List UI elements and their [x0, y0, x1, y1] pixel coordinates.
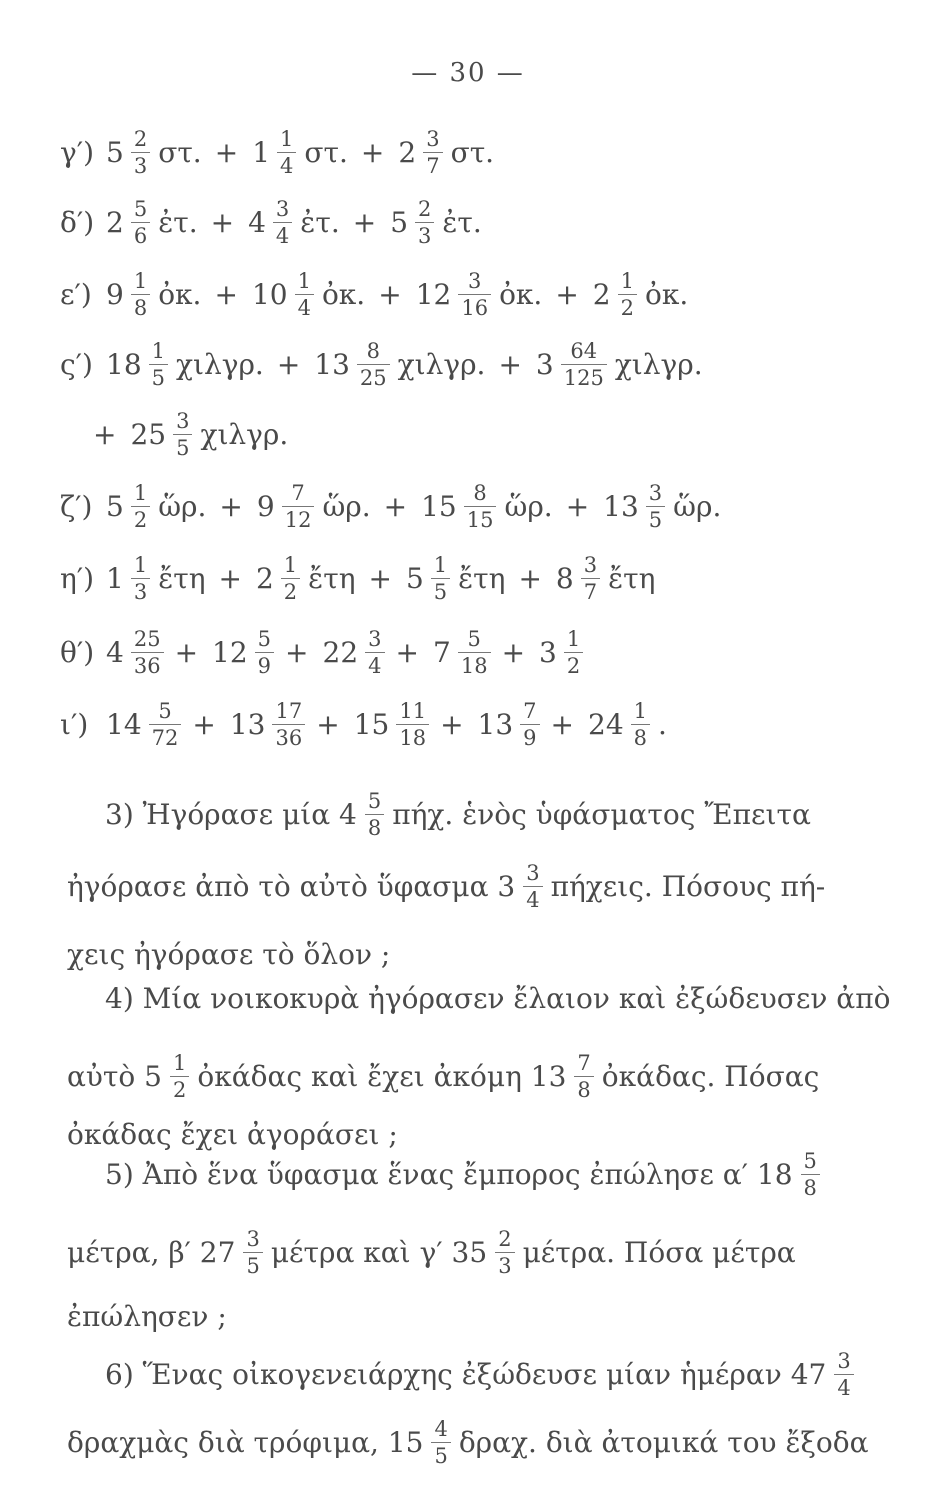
numerator: 5: [257, 627, 272, 651]
problem-text: 4) Μία νοικοκυρὰ ἠγόρασεν ἔλαιον καὶ ἐξώδευσεν ἀπὸ: [105, 982, 891, 1015]
denominator: 8: [574, 1076, 593, 1101]
fraction: [801, 1150, 820, 1199]
numerator: 5: [467, 627, 481, 651]
problem-line: [100, 790, 816, 839]
fraction: [272, 700, 305, 749]
whole-number: 24: [588, 708, 624, 742]
fraction: [523, 862, 542, 911]
problem-text: ἠγόρασε ἀπὸ τὸ αὐτὸ ὕφασμα 3: [67, 870, 516, 904]
denominator: 16: [458, 294, 491, 319]
fraction: [277, 128, 296, 177]
plus-operator: +: [360, 136, 385, 170]
whole-number: 9: [106, 278, 124, 312]
numerator: 3: [837, 1349, 851, 1373]
denominator: 5: [149, 364, 168, 389]
numerator: 1: [133, 553, 148, 577]
plus-operator: +: [218, 562, 242, 596]
problem-line: [62, 1118, 403, 1151]
plus-operator: +: [285, 636, 309, 670]
fraction: [131, 628, 164, 677]
problem-text: μέτρα. Πόσα μέτρα: [522, 1236, 796, 1270]
numerator: 3: [526, 861, 540, 885]
denominator: 9: [255, 652, 274, 677]
denominator: 4: [834, 1374, 853, 1399]
denominator: 18: [396, 724, 429, 749]
whole-number: 18: [106, 348, 142, 382]
numerator: 5: [158, 699, 172, 723]
exercise-row: [60, 198, 487, 247]
numerator: 1: [566, 627, 581, 651]
whole-number: 2: [106, 206, 124, 240]
whole-number: 1: [106, 562, 124, 596]
numerator: 1: [633, 699, 648, 723]
fraction: [365, 790, 384, 839]
fraction: [431, 1418, 450, 1467]
numerator: 3: [368, 627, 382, 651]
whole-number: 13: [314, 348, 350, 382]
denominator: 4: [365, 652, 384, 677]
whole-number: 7: [433, 636, 451, 670]
unit-abbrev: ἔτη: [308, 562, 356, 596]
denominator: 2: [131, 506, 150, 531]
unit-abbrev: ὀκ.: [321, 278, 366, 312]
fraction: [243, 1228, 262, 1277]
plus-operator: +: [219, 490, 243, 524]
plus-operator: +: [550, 708, 575, 742]
unit-abbrev: .: [658, 708, 667, 742]
numerator: 1: [173, 1051, 187, 1075]
fraction: [834, 1350, 853, 1399]
unit-abbrev: ὥρ.: [504, 490, 553, 524]
unit-abbrev: στ.: [304, 136, 348, 170]
exercise-row: [85, 410, 293, 459]
whole-number: 10: [251, 278, 288, 312]
fraction: [365, 628, 384, 677]
denominator: 5: [431, 578, 450, 603]
denominator: 72: [149, 724, 182, 749]
denominator: 7: [423, 152, 442, 177]
plus-operator: +: [383, 490, 408, 524]
whole-number: 13: [477, 708, 514, 742]
numerator: 2: [418, 197, 432, 221]
fraction: [520, 700, 539, 749]
unit-abbrev: ἐτ.: [300, 206, 340, 240]
problem-text: 6) Ἕνας οἰκογενειάρχης ἐξώδευσε μίαν ἡμέραν 47: [105, 1358, 827, 1392]
problem-line: [62, 938, 395, 971]
denominator: 2: [618, 294, 637, 319]
problem-text: πήχ. ἑνὸς ὑφάσματος Ἔπειτα: [392, 798, 811, 832]
denominator: 4: [523, 886, 542, 911]
fraction: [149, 340, 168, 389]
fraction: [431, 554, 450, 603]
denominator: 4: [277, 152, 296, 177]
denominator: 36: [131, 652, 164, 677]
plus-operator: +: [555, 278, 579, 312]
fraction: [581, 554, 600, 603]
numerator: 1: [133, 481, 148, 505]
fraction: [295, 270, 314, 319]
problem-text: 5) Ἀπὸ ἕνα ὕφασμα ἕνας ἔμπορος ἐπώλησε α′ 18: [105, 1158, 793, 1192]
exercise-label: η′): [60, 562, 95, 596]
fraction: [415, 198, 434, 247]
denominator: 15: [464, 506, 497, 531]
numerator: 1: [151, 339, 166, 363]
numerator: 7: [291, 481, 305, 505]
numerator: 1: [433, 553, 448, 577]
problem-line: [62, 862, 830, 911]
problem-text: ὀκάδας ἔχει ἀγοράσει ;: [67, 1118, 398, 1151]
exercise-label: γ′): [60, 136, 95, 170]
whole-number: 3: [539, 636, 557, 670]
unit-abbrev: ὀκ.: [158, 278, 202, 312]
whole-number: 5: [106, 136, 124, 170]
denominator: 125: [561, 364, 607, 389]
problem-text: πήχεις. Πόσους πή-: [550, 870, 826, 904]
denominator: 3: [495, 1252, 514, 1277]
whole-number: 4: [106, 636, 124, 670]
plus-operator: +: [214, 278, 238, 312]
plus-operator: +: [210, 206, 235, 240]
whole-number: 13: [603, 490, 639, 524]
fraction: [273, 198, 292, 247]
exercise-row: [60, 554, 660, 603]
denominator: 5: [431, 1442, 450, 1467]
exercise-label: δ′): [60, 206, 95, 240]
unit-abbrev: ὥρ.: [322, 490, 371, 524]
denominator: 36: [272, 724, 305, 749]
plus-operator: +: [518, 562, 542, 596]
whole-number: 8: [555, 562, 574, 596]
problem-text: ἐπώλησεν ;: [67, 1300, 227, 1333]
exercise-row: [60, 128, 499, 177]
numerator: 11: [399, 699, 427, 723]
numerator: 1: [620, 269, 634, 293]
whole-number: 12: [212, 636, 248, 670]
denominator: 3: [131, 152, 150, 177]
exercise-label: θ′): [60, 636, 95, 670]
whole-number: 2: [398, 136, 417, 170]
numerator: 3: [426, 127, 440, 151]
fraction: [458, 628, 491, 677]
numerator: 64: [570, 339, 598, 363]
numerator: 5: [133, 197, 148, 221]
denominator: 2: [281, 578, 300, 603]
unit-abbrev: χιλγρ.: [614, 348, 703, 382]
plus-operator: +: [316, 708, 340, 742]
fraction: [170, 1052, 189, 1101]
fraction: [131, 270, 150, 319]
plus-operator: +: [276, 348, 301, 382]
numerator: 7: [577, 1051, 591, 1075]
unit-abbrev: ὥρ.: [158, 490, 207, 524]
denominator: 8: [631, 724, 650, 749]
numerator: 4: [434, 1417, 448, 1441]
denominator: 12: [282, 506, 315, 531]
whole-number: 12: [415, 278, 452, 312]
fraction: [574, 1052, 593, 1101]
numerator: 3: [468, 269, 482, 293]
unit-abbrev: χιλγρ.: [397, 348, 486, 382]
denominator: 3: [131, 578, 150, 603]
fraction: [564, 628, 583, 677]
fraction: [458, 270, 491, 319]
denominator: 5: [646, 506, 665, 531]
whole-number: 4: [248, 206, 266, 240]
fraction: [282, 482, 315, 531]
problem-text: μέτρα, β′ 27: [67, 1236, 236, 1270]
fraction: [173, 410, 192, 459]
exercise-row: [60, 628, 586, 677]
denominator: 2: [170, 1076, 189, 1101]
fraction: [423, 128, 442, 177]
numerator: 1: [283, 553, 298, 577]
problem-text: δραχ. διὰ ἀτομικά του ἔξοδα: [458, 1426, 869, 1460]
whole-number: 2: [255, 562, 274, 596]
exercise-row: [60, 482, 726, 531]
plus-operator: +: [501, 636, 526, 670]
page-number: — 30 —: [411, 58, 525, 88]
exercise-label: ζ′): [60, 490, 93, 524]
fraction: [131, 198, 150, 247]
numerator: 3: [246, 1227, 260, 1251]
problem-text: ὀκάδας. Πόσας: [601, 1060, 820, 1094]
problem-text: 3) Ἠγόρασε μία 4: [105, 798, 357, 832]
problem-text: μέτρα καὶ γ′ 35: [270, 1236, 488, 1270]
denominator: 4: [273, 222, 292, 247]
numerator: 5: [803, 1149, 817, 1173]
whole-number: 15: [421, 490, 457, 524]
problem-text: χεις ἠγόρασε τὸ ὅλον ;: [67, 938, 391, 971]
fraction: [255, 628, 274, 677]
unit-abbrev: ἐτ.: [158, 206, 198, 240]
unit-abbrev: ἔτη: [458, 562, 506, 596]
numerator: 8: [473, 481, 487, 505]
plus-operator: +: [368, 562, 392, 596]
numerator: 25: [133, 627, 161, 651]
numerator: 2: [498, 1227, 512, 1251]
problem-line: [62, 1228, 801, 1277]
fraction: [618, 270, 637, 319]
numerator: 8: [366, 339, 380, 363]
whole-number: 1: [252, 136, 271, 170]
exercise-label: ς′): [60, 348, 93, 382]
whole-number: 2: [592, 278, 611, 312]
numerator: 2: [133, 127, 148, 151]
unit-abbrev: ὀκ.: [499, 278, 543, 312]
whole-number: 13: [229, 708, 266, 742]
denominator: 8: [801, 1174, 820, 1199]
numerator: 1: [133, 269, 148, 293]
fraction: [646, 482, 665, 531]
fraction: [281, 554, 300, 603]
plus-operator: +: [565, 490, 590, 524]
whole-number: 5: [106, 490, 124, 524]
problem-line: [100, 982, 895, 1015]
problem-line: [62, 1052, 824, 1101]
exercise-row: [60, 270, 693, 319]
denominator: 9: [520, 724, 539, 749]
exercise-row: [60, 700, 672, 749]
denominator: 2: [564, 652, 583, 677]
whole-number: 22: [322, 636, 359, 670]
numerator: 3: [583, 553, 598, 577]
unit-abbrev: στ.: [450, 136, 495, 170]
fraction: [131, 128, 150, 177]
whole-number: 5: [390, 206, 409, 240]
unit-abbrev: χιλγρ.: [200, 418, 289, 452]
whole-number: 25: [130, 418, 167, 452]
unit-abbrev: ὀκ.: [645, 278, 689, 312]
fraction: [464, 482, 497, 531]
whole-number: 3: [535, 348, 554, 382]
plus-operator: +: [352, 206, 377, 240]
numerator: 3: [648, 481, 663, 505]
numerator: 7: [523, 699, 537, 723]
fraction: [396, 700, 429, 749]
unit-abbrev: χιλγρ.: [176, 348, 264, 382]
numerator: 5: [367, 789, 382, 813]
unit-abbrev: ἔτη: [608, 562, 656, 596]
numerator: 17: [275, 699, 303, 723]
fraction: [561, 340, 607, 389]
problem-text: ὀκάδας καὶ ἔχει ἀκόμη 13: [197, 1060, 567, 1094]
numerator: 1: [280, 127, 294, 151]
numerator: 1: [297, 269, 311, 293]
plus-operator: +: [498, 348, 522, 382]
unit-abbrev: ἐτ.: [442, 206, 482, 240]
denominator: 5: [173, 434, 192, 459]
numerator: 3: [275, 197, 290, 221]
fraction: [149, 700, 182, 749]
plus-operator: +: [93, 418, 117, 452]
plus-operator: +: [174, 636, 199, 670]
denominator: 6: [131, 222, 150, 247]
fraction: [131, 482, 150, 531]
fraction: [131, 554, 150, 603]
fraction: [495, 1228, 514, 1277]
denominator: 8: [365, 814, 384, 839]
plus-operator: +: [440, 708, 464, 742]
plus-operator: +: [214, 136, 239, 170]
denominator: 5: [243, 1252, 262, 1277]
exercise-row: [60, 340, 708, 389]
plus-operator: +: [395, 636, 419, 670]
denominator: 3: [415, 222, 434, 247]
denominator: 18: [458, 652, 491, 677]
whole-number: 15: [353, 708, 390, 742]
numerator: 3: [176, 409, 190, 433]
problem-text: αὐτὸ 5: [67, 1060, 162, 1094]
problem-line: [62, 1300, 232, 1333]
fraction: [631, 700, 650, 749]
unit-abbrev: ἔτη: [158, 562, 206, 596]
whole-number: 9: [256, 490, 275, 524]
denominator: 8: [131, 294, 150, 319]
whole-number: 14: [106, 708, 142, 742]
problem-line: [100, 1150, 823, 1199]
exercise-label: ι′): [60, 708, 89, 742]
plus-operator: +: [192, 708, 216, 742]
whole-number: 5: [405, 562, 424, 596]
fraction: [357, 340, 390, 389]
problem-line: [100, 1350, 857, 1399]
plus-operator: +: [378, 278, 402, 312]
problem-text: δραχμὰς διὰ τρόφιμα, 15: [67, 1426, 424, 1460]
denominator: 25: [357, 364, 390, 389]
denominator: 7: [581, 578, 600, 603]
unit-abbrev: στ.: [158, 136, 202, 170]
problem-line: [62, 1418, 874, 1467]
denominator: 4: [295, 294, 314, 319]
unit-abbrev: ὥρ.: [673, 490, 722, 524]
exercise-label: ε′): [60, 278, 92, 312]
